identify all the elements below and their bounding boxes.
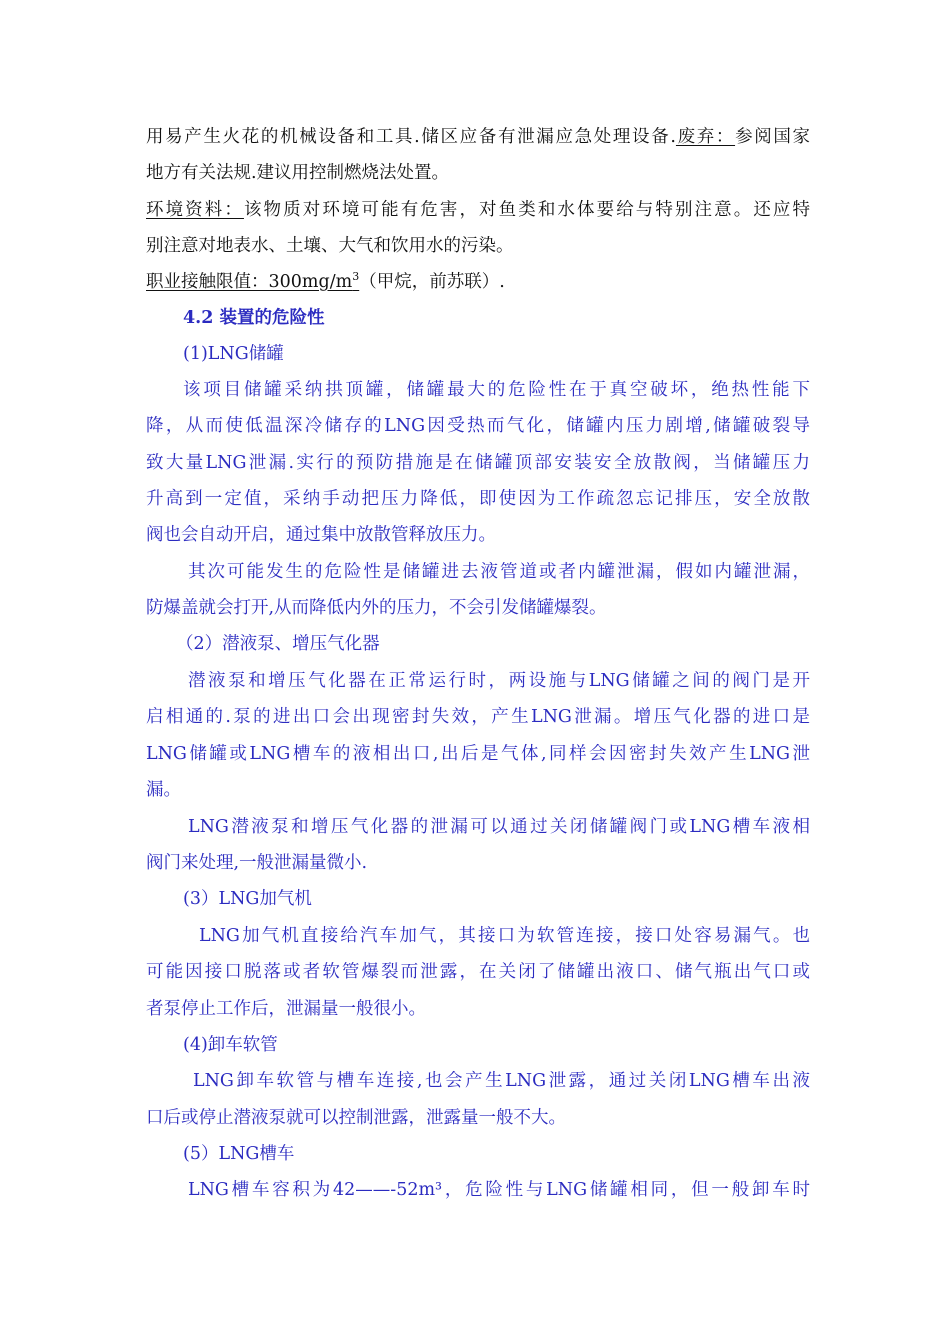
- paragraph-line: 别注意对地表水、土壤、大气和饮用水的污染。: [146, 236, 514, 256]
- paragraph-line: 致大量LNG泄漏.实行的预防措施是在储罐顶部安装安全放散阀，当储罐压力: [146, 453, 810, 473]
- paragraph-line: 其次可能发生的危险性是储罐进去液管道或者内罐泄漏，假如内罐泄漏，: [188, 562, 810, 582]
- subsection-heading: （2）潜液泵、增压气化器: [176, 634, 380, 654]
- paragraph-line: [146, 270, 810, 294]
- section-heading: 4.2 装置的危险性: [183, 308, 325, 328]
- environment-label: 环境资料：: [146, 200, 244, 220]
- paragraph-line: 漏。: [146, 780, 181, 800]
- paragraph-line: 者泵停止工作后，泄漏量一般很小。: [146, 999, 426, 1019]
- paragraph-line: 阀门来处理,一般泄漏量微小.: [146, 853, 368, 873]
- text-run: 用易产生火花的机械设备和工具.储区应备有泄漏应急处理设备.: [146, 127, 676, 147]
- paragraph-line: LNG储罐或LNG槽车的液相出口,出后是气体,同样会因密封失效产生LNG泄: [146, 744, 810, 764]
- subsection-heading: (3）LNG加气机: [183, 889, 312, 909]
- paragraph-line: LNG卸车软管与槽车连接,也会产生LNG泄露，通过关闭LNG槽车出液: [193, 1071, 810, 1091]
- text-run: 该物质对环境可能有危害，对鱼类和水体要给与特别注意。还应特: [243, 200, 811, 220]
- exposure-limit-label: 职业接触限值：$300mg/m^3$: [146, 270, 360, 292]
- paragraph-line: 启相通的.泵的进出口会出现密封失效，产生LNG泄漏。增压气化器的进口是: [146, 707, 810, 727]
- paragraph-line: LNG潜液泵和增压气化器的泄漏可以通过关闭储罐阀门或LNG槽车液相: [188, 817, 810, 837]
- subsection-heading: (5）LNG槽车: [183, 1144, 295, 1164]
- text-run: （甲烷，前苏联）.: [359, 272, 505, 292]
- subsection-heading: (1)LNG储罐: [183, 344, 284, 364]
- text-run: 参阅国家: [735, 127, 811, 147]
- paragraph-line: LNG加气机直接给汽车加气，其接口为软管连接，接口处容易漏气。也: [199, 926, 810, 946]
- paragraph-line: 可能因接口脱落或者软管爆裂而泄露，在关闭了储罐出液口、储气瓶出气口或: [146, 962, 810, 982]
- paragraph-line: 降，从而使低温深冷储存的LNG因受热而气化，储罐内压力剧增,储罐破裂导: [146, 416, 810, 436]
- paragraph-line: 该项目储罐采纳拱顶罐，储罐最大的危险性在于真空破坏，绝热性能下: [183, 380, 810, 400]
- paragraph-line: LNG槽车容积为42——-52m³，危险性与LNG储罐相同，但一般卸车时: [188, 1180, 810, 1200]
- subsection-heading: (4)卸车软管: [183, 1035, 278, 1055]
- paragraph-line: 潜液泵和增压气化器在正常运行时，两设施与LNG储罐之间的阀门是开: [188, 671, 810, 691]
- paragraph-line: 防爆盖就会打开,从而降低内外的压力，不会引发储罐爆裂。: [146, 598, 607, 618]
- paragraph-line: 升高到一定值，采纳手动把压力降低，即使因为工作疏忽忘记排压，安全放散: [146, 489, 810, 509]
- paragraph-line: [146, 198, 810, 222]
- paragraph-line: 口后或停止潜液泵就可以控制泄露，泄露量一般不大。: [146, 1108, 566, 1128]
- paragraph-line: [146, 125, 810, 149]
- paragraph-line: 地方有关法规.建议用控制燃烧法处置。: [146, 163, 450, 183]
- paragraph-line: 阀也会自动开启，通过集中放散管释放压力。: [146, 525, 496, 545]
- disposal-label: 废弃：: [675, 127, 736, 147]
